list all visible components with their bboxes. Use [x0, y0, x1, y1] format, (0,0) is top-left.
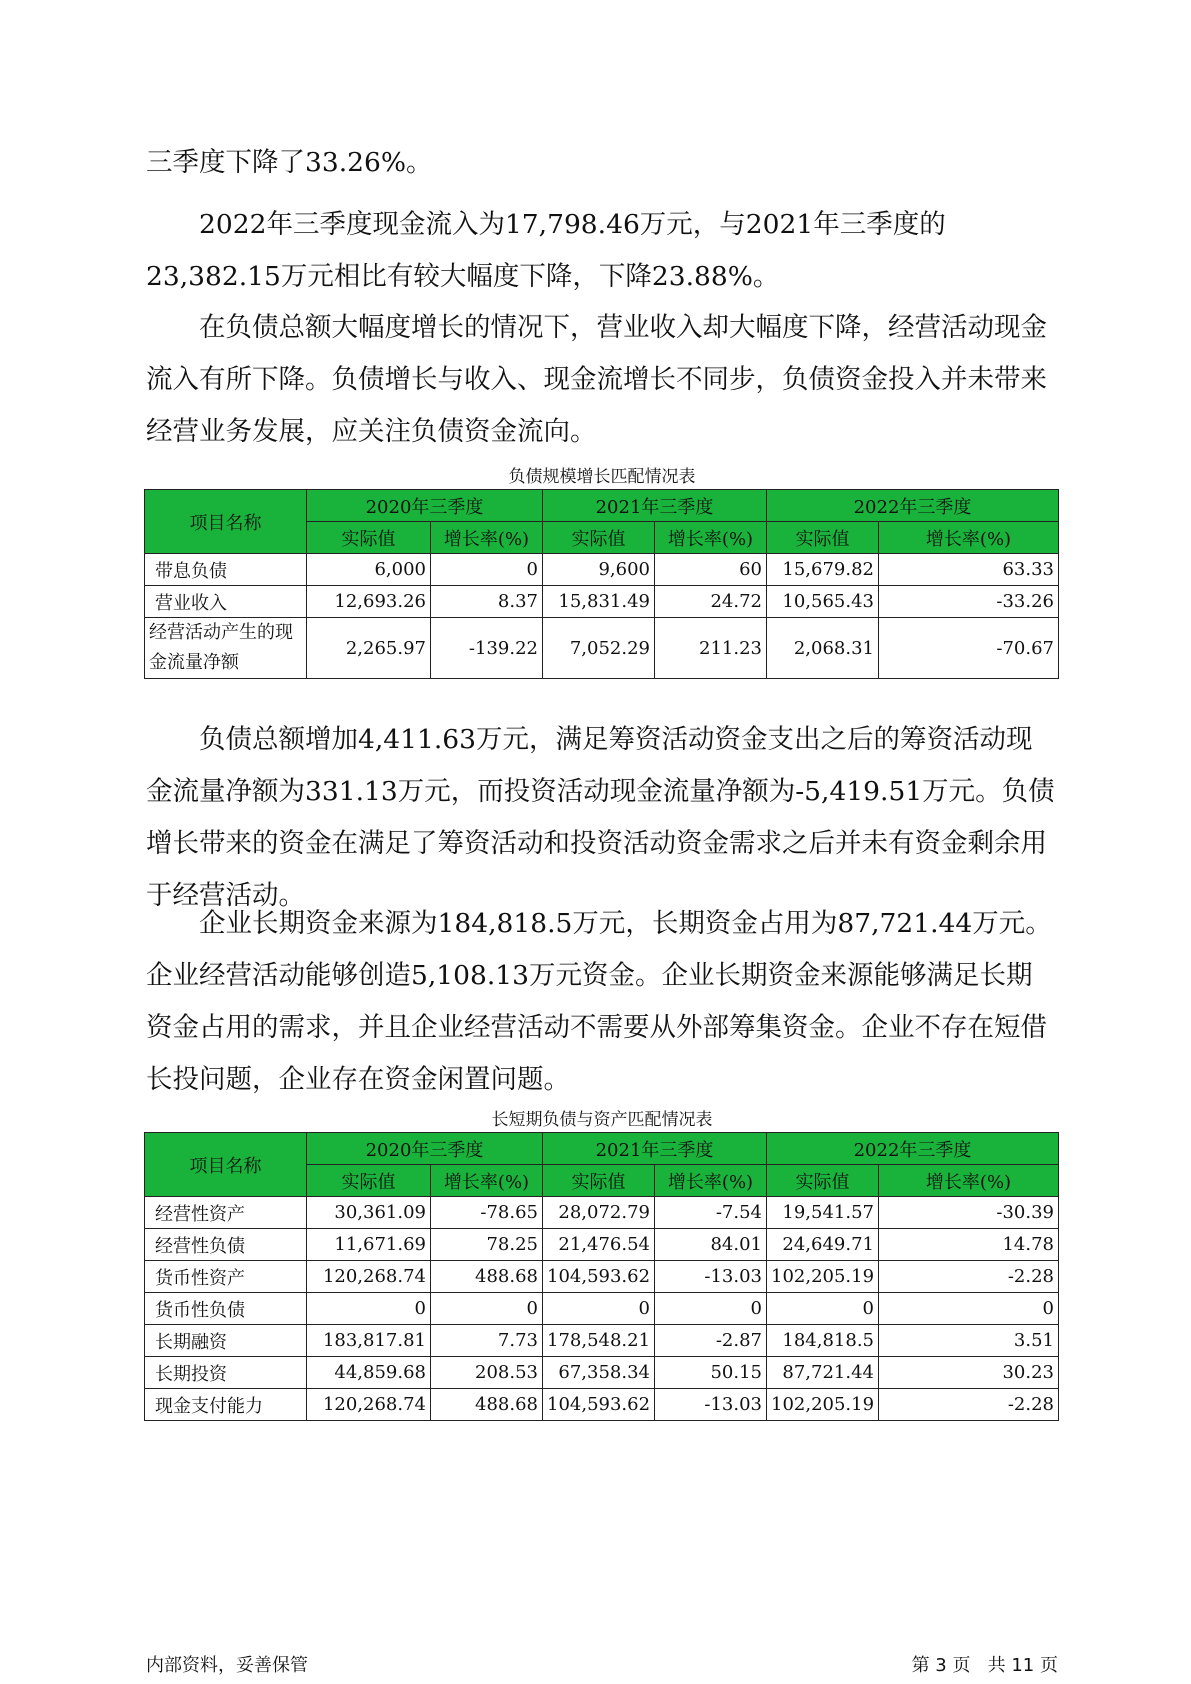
row-label: 经营性资产 [145, 1197, 307, 1229]
table-cell: -30.39 [879, 1197, 1059, 1229]
table-cell: 78.25 [431, 1229, 543, 1261]
paragraph-continuation: 三季度下降了33.26%。 [146, 147, 433, 178]
row-label: 营业收入 [145, 586, 307, 618]
paragraph-long-term-funds: 企业长期资金来源为184,818.5万元，长期资金占用为87,721.44万元。企业经营活动能够创造5,108.13万元资金。企业长期资金来源能够满足长期资金占用的需求，并且企业经营活动不需要从外部筹集资金。企业不存在短借长投问题，企业存在资金闲置问题。 [146, 908, 1052, 1095]
row-label: 现金支付能力 [145, 1389, 307, 1421]
table1-item-header: 项目名称 [145, 490, 307, 554]
table-cell: -139.22 [431, 618, 543, 679]
table-cell: 178,548.21 [543, 1325, 655, 1357]
table-row [145, 586, 1059, 618]
table-row [145, 1389, 1059, 1421]
row-label: 带息负债 [145, 554, 307, 586]
table2-sub-growth: 增长率(%) [655, 1165, 767, 1197]
table-cell: 44,859.68 [307, 1357, 431, 1389]
table-cell: 0 [431, 1293, 543, 1325]
table-cell: 21,476.54 [543, 1229, 655, 1261]
table-cell: 102,205.19 [767, 1261, 879, 1293]
table-cell: 0 [431, 554, 543, 586]
table-cell: 12,693.26 [307, 586, 431, 618]
table-row [145, 1261, 1059, 1293]
table-row [145, 1293, 1059, 1325]
table-cell: 211.23 [655, 618, 767, 679]
table-row [145, 618, 1059, 679]
table2-sub-growth: 增长率(%) [431, 1165, 543, 1197]
table-cell: 120,268.74 [307, 1261, 431, 1293]
row-label: 经营性负债 [145, 1229, 307, 1261]
table2-sub-actual: 实际值 [307, 1165, 431, 1197]
table-cell: 184,818.5 [767, 1325, 879, 1357]
footer-page-number: 第 3 页 共 11 页 [911, 1655, 1058, 1676]
table-cell: 24.72 [655, 586, 767, 618]
table1-period-2022: 2022年三季度 [767, 490, 1059, 522]
table1-caption: 负债规模增长匹配情况表 [508, 467, 696, 487]
table-cell: 7.73 [431, 1325, 543, 1357]
table-cell: 60 [655, 554, 767, 586]
table-cell: 10,565.43 [767, 586, 879, 618]
row-label: 长期投资 [145, 1357, 307, 1389]
table2-period-2020: 2020年三季度 [307, 1133, 543, 1165]
table-cell: 14.78 [879, 1229, 1059, 1261]
paragraph-debt-growth: 在负债总额大幅度增长的情况下，营业收入却大幅度下降，经营活动现金流入有所下降。负债增长与收入、现金流增长不同步，负债资金投入并未带来经营业务发展，应关注负债资金流向。 [146, 312, 1047, 447]
table-cell: 0 [767, 1293, 879, 1325]
table-cell: 120,268.74 [307, 1389, 431, 1421]
table-cell: 50.15 [655, 1357, 767, 1389]
table-cell: -13.03 [655, 1389, 767, 1421]
table-cell: -13.03 [655, 1261, 767, 1293]
table-cell: 102,205.19 [767, 1389, 879, 1421]
footer-confidential: 内部资料，妥善保管 [146, 1655, 308, 1676]
table-cell: -70.67 [879, 618, 1059, 679]
table-row [145, 1229, 1059, 1261]
table-cell: 11,671.69 [307, 1229, 431, 1261]
row-label: 经营活动产生的现金流量净额 [145, 618, 307, 679]
table-cell: 104,593.62 [543, 1261, 655, 1293]
table2-caption: 长短期负债与资产匹配情况表 [491, 1110, 713, 1130]
debt-scale-table [144, 489, 1059, 679]
table-cell: 0 [879, 1293, 1059, 1325]
table-row [145, 1325, 1059, 1357]
table-cell: 19,541.57 [767, 1197, 879, 1229]
table-cell: 7,052.29 [543, 618, 655, 679]
row-label: 货币性资产 [145, 1261, 307, 1293]
table-cell: 208.53 [431, 1357, 543, 1389]
table-cell: 30,361.09 [307, 1197, 431, 1229]
table-row [145, 554, 1059, 586]
row-label: 长期融资 [145, 1325, 307, 1357]
table-cell: -7.54 [655, 1197, 767, 1229]
table2-header-row [145, 1133, 1059, 1165]
table-cell: 6,000 [307, 554, 431, 586]
table-cell: 183,817.81 [307, 1325, 431, 1357]
table1-header-row [145, 490, 1059, 522]
asset-liability-table [144, 1132, 1059, 1421]
paragraph-debt-increase: 负债总额增加4,411.63万元，满足筹资活动资金支出之后的筹资活动现金流量净额为331.13万元，而投资活动现金流量净额为-5,419.51万元。负债增长带来的资金在满足了筹资活动和投资活动资金需求之后并未有资金剩余用于经营活动。 [146, 724, 1055, 911]
table-cell: -78.65 [431, 1197, 543, 1229]
table-cell: 0 [655, 1293, 767, 1325]
table2-period-2022: 2022年三季度 [767, 1133, 1059, 1165]
table-cell: 67,358.34 [543, 1357, 655, 1389]
table-cell: 9,600 [543, 554, 655, 586]
table-cell: 63.33 [879, 554, 1059, 586]
table1-sub-actual: 实际值 [767, 522, 879, 554]
table1-sub-growth: 增长率(%) [655, 522, 767, 554]
table-cell: -2.87 [655, 1325, 767, 1357]
table1-period-2020: 2020年三季度 [307, 490, 543, 522]
table2-period-2021: 2021年三季度 [543, 1133, 767, 1165]
table-cell: 3.51 [879, 1325, 1059, 1357]
table-cell: 87,721.44 [767, 1357, 879, 1389]
table2-sub-actual: 实际值 [543, 1165, 655, 1197]
table1-sub-actual: 实际值 [307, 522, 431, 554]
table-cell: 2,265.97 [307, 618, 431, 679]
table-cell: -33.26 [879, 586, 1059, 618]
table-cell: 84.01 [655, 1229, 767, 1261]
table-cell: 488.68 [431, 1261, 543, 1293]
table-cell: 15,679.82 [767, 554, 879, 586]
table-row [145, 1197, 1059, 1229]
table-cell: 0 [543, 1293, 655, 1325]
table-cell: 8.37 [431, 586, 543, 618]
table-cell: 15,831.49 [543, 586, 655, 618]
table-cell: 104,593.62 [543, 1389, 655, 1421]
table-cell: -2.28 [879, 1261, 1059, 1293]
table-cell: -2.28 [879, 1389, 1059, 1421]
table1-sub-actual: 实际值 [543, 522, 655, 554]
table-cell: 28,072.79 [543, 1197, 655, 1229]
table1-sub-growth: 增长率(%) [431, 522, 543, 554]
table-cell: 2,068.31 [767, 618, 879, 679]
table-cell: 30.23 [879, 1357, 1059, 1389]
table-cell: 24,649.71 [767, 1229, 879, 1261]
table2-sub-growth: 增长率(%) [879, 1165, 1059, 1197]
table-cell: 0 [307, 1293, 431, 1325]
row-label: 货币性负债 [145, 1293, 307, 1325]
table2-sub-actual: 实际值 [767, 1165, 879, 1197]
table-row [145, 1357, 1059, 1389]
table2-item-header: 项目名称 [145, 1133, 307, 1197]
table1-period-2021: 2021年三季度 [543, 490, 767, 522]
table-cell: 488.68 [431, 1389, 543, 1421]
table1-sub-growth: 增长率(%) [879, 522, 1059, 554]
paragraph-cash-inflow: 2022年三季度现金流入为17,798.46万元，与2021年三季度的23,382.15万元相比有较大幅度下降，下降23.88%。 [146, 209, 946, 292]
